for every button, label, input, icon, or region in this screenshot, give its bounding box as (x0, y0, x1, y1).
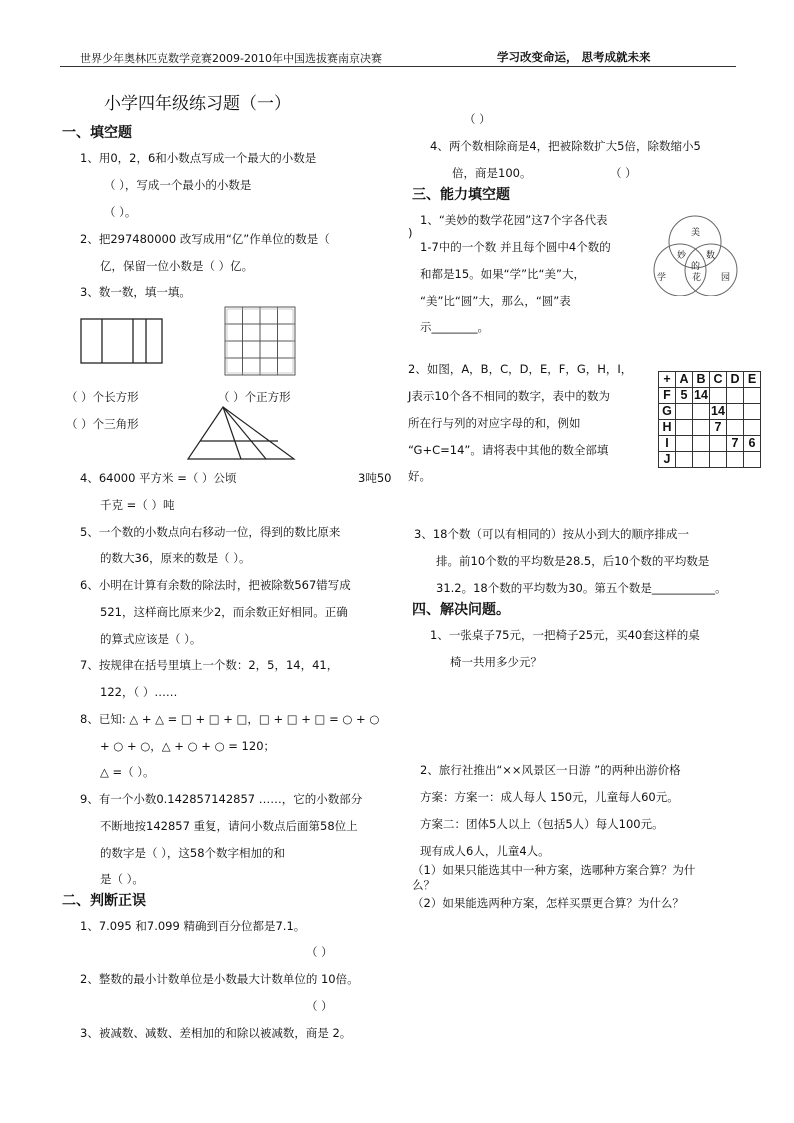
q-line: （ ） (610, 166, 637, 180)
header-rule (60, 66, 736, 67)
table-cell: 6 (744, 436, 761, 452)
q-line: “G+C=14”。请将表中其他的数全部填 (408, 443, 609, 457)
table-cell (676, 420, 693, 436)
table-cell (676, 404, 693, 420)
q-line: 的算式应该是（ ）。 (100, 632, 202, 646)
q-line: （ ）。 (104, 205, 137, 219)
q-line: 3、数一数，填一填。 (80, 285, 191, 299)
table-cell: J (659, 452, 676, 468)
table-cell: B (693, 372, 710, 388)
table-cell (693, 436, 710, 452)
table-cell (710, 388, 727, 404)
q-line: 3、18个数（可以有相同的）按从小到大的顺序排成一 (414, 527, 689, 541)
q-line: 1、一张桌子75元，一把椅子25元，买40套这样的桌 (430, 628, 700, 642)
table-cell (693, 420, 710, 436)
q-line: 方案：方案一：成人每人 150元，儿童每人60元。 (420, 790, 679, 804)
q-line: 1-7中的一个数 并且每个圆中4个数的 (420, 240, 611, 254)
q-line: 不断地按142857 重复，请问小数点后面第58位上 (100, 819, 358, 833)
q-line: 2、把297480000 改写成用“亿”作单位的数是（ (80, 232, 330, 246)
q-line: （ ） (464, 112, 491, 126)
header-left: 世界少年奥林匹克数学竞赛2009-2010年中国选拔赛南京决赛 (80, 52, 382, 65)
q-line: 排。前10个数的平均数是28.5，后10个数的平均数是 (436, 554, 710, 568)
venn-char: 学 (657, 273, 667, 283)
table-cell: E (744, 372, 761, 388)
table-cell: 14 (694, 388, 708, 402)
section-ability: 三、能力填空题 (412, 187, 510, 203)
table-cell (727, 452, 744, 468)
q-line: 是（ ）。 (100, 872, 144, 886)
venn-char: 美 (691, 228, 701, 238)
q-line: 8、已知: △ + △ = □ + □ + □，□ + □ + □ = ○ + ○ (80, 712, 380, 726)
q-line: 4、64000 平方米 =（ ）公顷 (80, 471, 237, 485)
table-cell: G (659, 404, 676, 420)
q-line: 1、用0，2，6和小数点写成一个最大的小数是 (80, 151, 317, 165)
q-line: 3吨50 (358, 471, 392, 485)
q-line: 1、“美妙的数学花园”这7个字各代表 (420, 213, 608, 227)
q-line: “美”比“圆”大，那么，“圆”表 (420, 294, 571, 308)
q-line: （ ） (306, 945, 333, 959)
q-line: 4、两个数相除商是4，把被除数扩大5倍，除数缩小5 (430, 139, 701, 153)
rectangles-figure (80, 318, 164, 366)
q-line: 么？ (412, 878, 435, 892)
table-cell: F (659, 388, 676, 404)
table-cell (727, 420, 744, 436)
q-line: + ○ + ○，△ + ○ + ○ = 120； (100, 739, 276, 753)
section-solve: 四、解决问题。 (412, 602, 510, 618)
q-line: （ ）个正方形 (218, 390, 291, 404)
q-line: 现有成人6人，儿童4人。 (420, 844, 550, 858)
table-cell (744, 452, 761, 468)
q-line: （ ）个三角形 (66, 417, 139, 431)
table-cell: A (676, 372, 693, 388)
venn-diagram (642, 212, 746, 296)
table-cell (744, 404, 761, 420)
table-cell (676, 452, 693, 468)
section-judge: 二、判断正误 (62, 893, 146, 909)
q-line: 示________。 (420, 320, 489, 334)
q-line: 9、有一个小数0.142857142857 ……，它的小数部分 (80, 792, 363, 806)
table-cell: I (659, 436, 676, 452)
q-line: 1、7.095 和7.099 精确到百分位都是7.1。 (80, 919, 306, 933)
table-cell: + (659, 372, 676, 388)
q-line: （ ），写成一个最小的小数是 (104, 178, 252, 192)
q-line: 倍，商是100。 (452, 166, 532, 180)
table-cell (710, 452, 727, 468)
venn-char: 花 (692, 273, 702, 283)
q-line: J表示10个各不相同的数字，表中的数为 (408, 389, 611, 403)
venn-char: 妙 (677, 251, 687, 261)
q-line: 5、一个数的小数点向右移动一位，得到的数比原来 (80, 525, 341, 539)
q-line: 7、按规律在括号里填上一个数：2，5，14，41， (80, 658, 339, 672)
q-line: ) (408, 226, 413, 240)
q-line: 6、小明在计算有余数的除法时，把被除数567错写成 (80, 578, 351, 592)
table-cell (693, 404, 710, 420)
table-cell (744, 420, 761, 436)
q-line: 所在行与列的对应字母的和，例如 (408, 416, 581, 430)
q-line: （ ）个长方形 (66, 390, 139, 404)
q-line: 椅一共用多少元？ (450, 655, 542, 669)
q-line: 2、如图，A，B，C，D，E，F，G，H，I， (408, 362, 633, 376)
table-cell: 7 (727, 436, 744, 452)
venn-char: 园 (721, 273, 731, 283)
addition-table (658, 371, 761, 468)
table-cell (710, 436, 727, 452)
q-line: （2）如果能选两种方案，怎样买票更合算？为什么？ (412, 896, 684, 910)
table-cell (744, 388, 761, 404)
table-cell: 7 (710, 420, 727, 436)
q-line: 2、旅行社推出“××风景区一日游 ”的两种出游价格 (420, 763, 681, 777)
page-title: 小学四年级练习题（一） (104, 94, 291, 114)
table-cell (727, 388, 744, 404)
q-line: 521，这样商比原来少2，而余数正好相同。正确 (100, 605, 348, 619)
section-fill-blank: 一、填空题 (62, 125, 132, 141)
q-line: （1）如果只能选其中一种方案，选哪种方案合算？为什 (412, 863, 696, 877)
table-cell: 14 (711, 404, 725, 418)
table-cell: 5 (676, 388, 693, 404)
table-cell (676, 436, 693, 452)
q-line: △ =（ ）。 (100, 765, 155, 779)
header-right: 学习改变命运， 思考成就未来 (497, 50, 651, 64)
table-cell: D (727, 372, 744, 388)
venn-char: 的 (691, 262, 701, 272)
q-line: 千克 =（ ）吨 (100, 498, 175, 512)
q-line: 122，（ ）…… (100, 685, 178, 699)
table-cell (727, 404, 744, 420)
q-line: 3、被减数、减数、差相加的和除以被减数，商是 2。 (80, 1026, 352, 1040)
q-line: 的数大36，原来的数是（ ）。 (100, 551, 251, 565)
q-line: 的数字是（ ），这58个数字相加的和 (100, 846, 286, 860)
q-line: 好。 (408, 469, 431, 483)
table-cell (693, 452, 710, 468)
q-line: 和都是15。如果“学”比“美”大， (420, 267, 585, 281)
triangles-figure (186, 405, 296, 461)
q-line: （ ） (306, 999, 333, 1013)
squares-grid-figure (224, 306, 300, 378)
table-cell: C (710, 372, 727, 388)
q-line: 31.2。18个数的平均数为30。第五个数是___________。 (436, 581, 727, 595)
venn-char: 数 (706, 251, 716, 261)
q-line: 2、整数的最小计数单位是小数最大计数单位的 10倍。 (80, 972, 359, 986)
q-line: 亿，保留一位小数是（ ）亿。 (100, 259, 254, 273)
q-line: 方案二：团体5人以上（包括5人）每人100元。 (420, 817, 664, 831)
table-cell: H (659, 420, 676, 436)
